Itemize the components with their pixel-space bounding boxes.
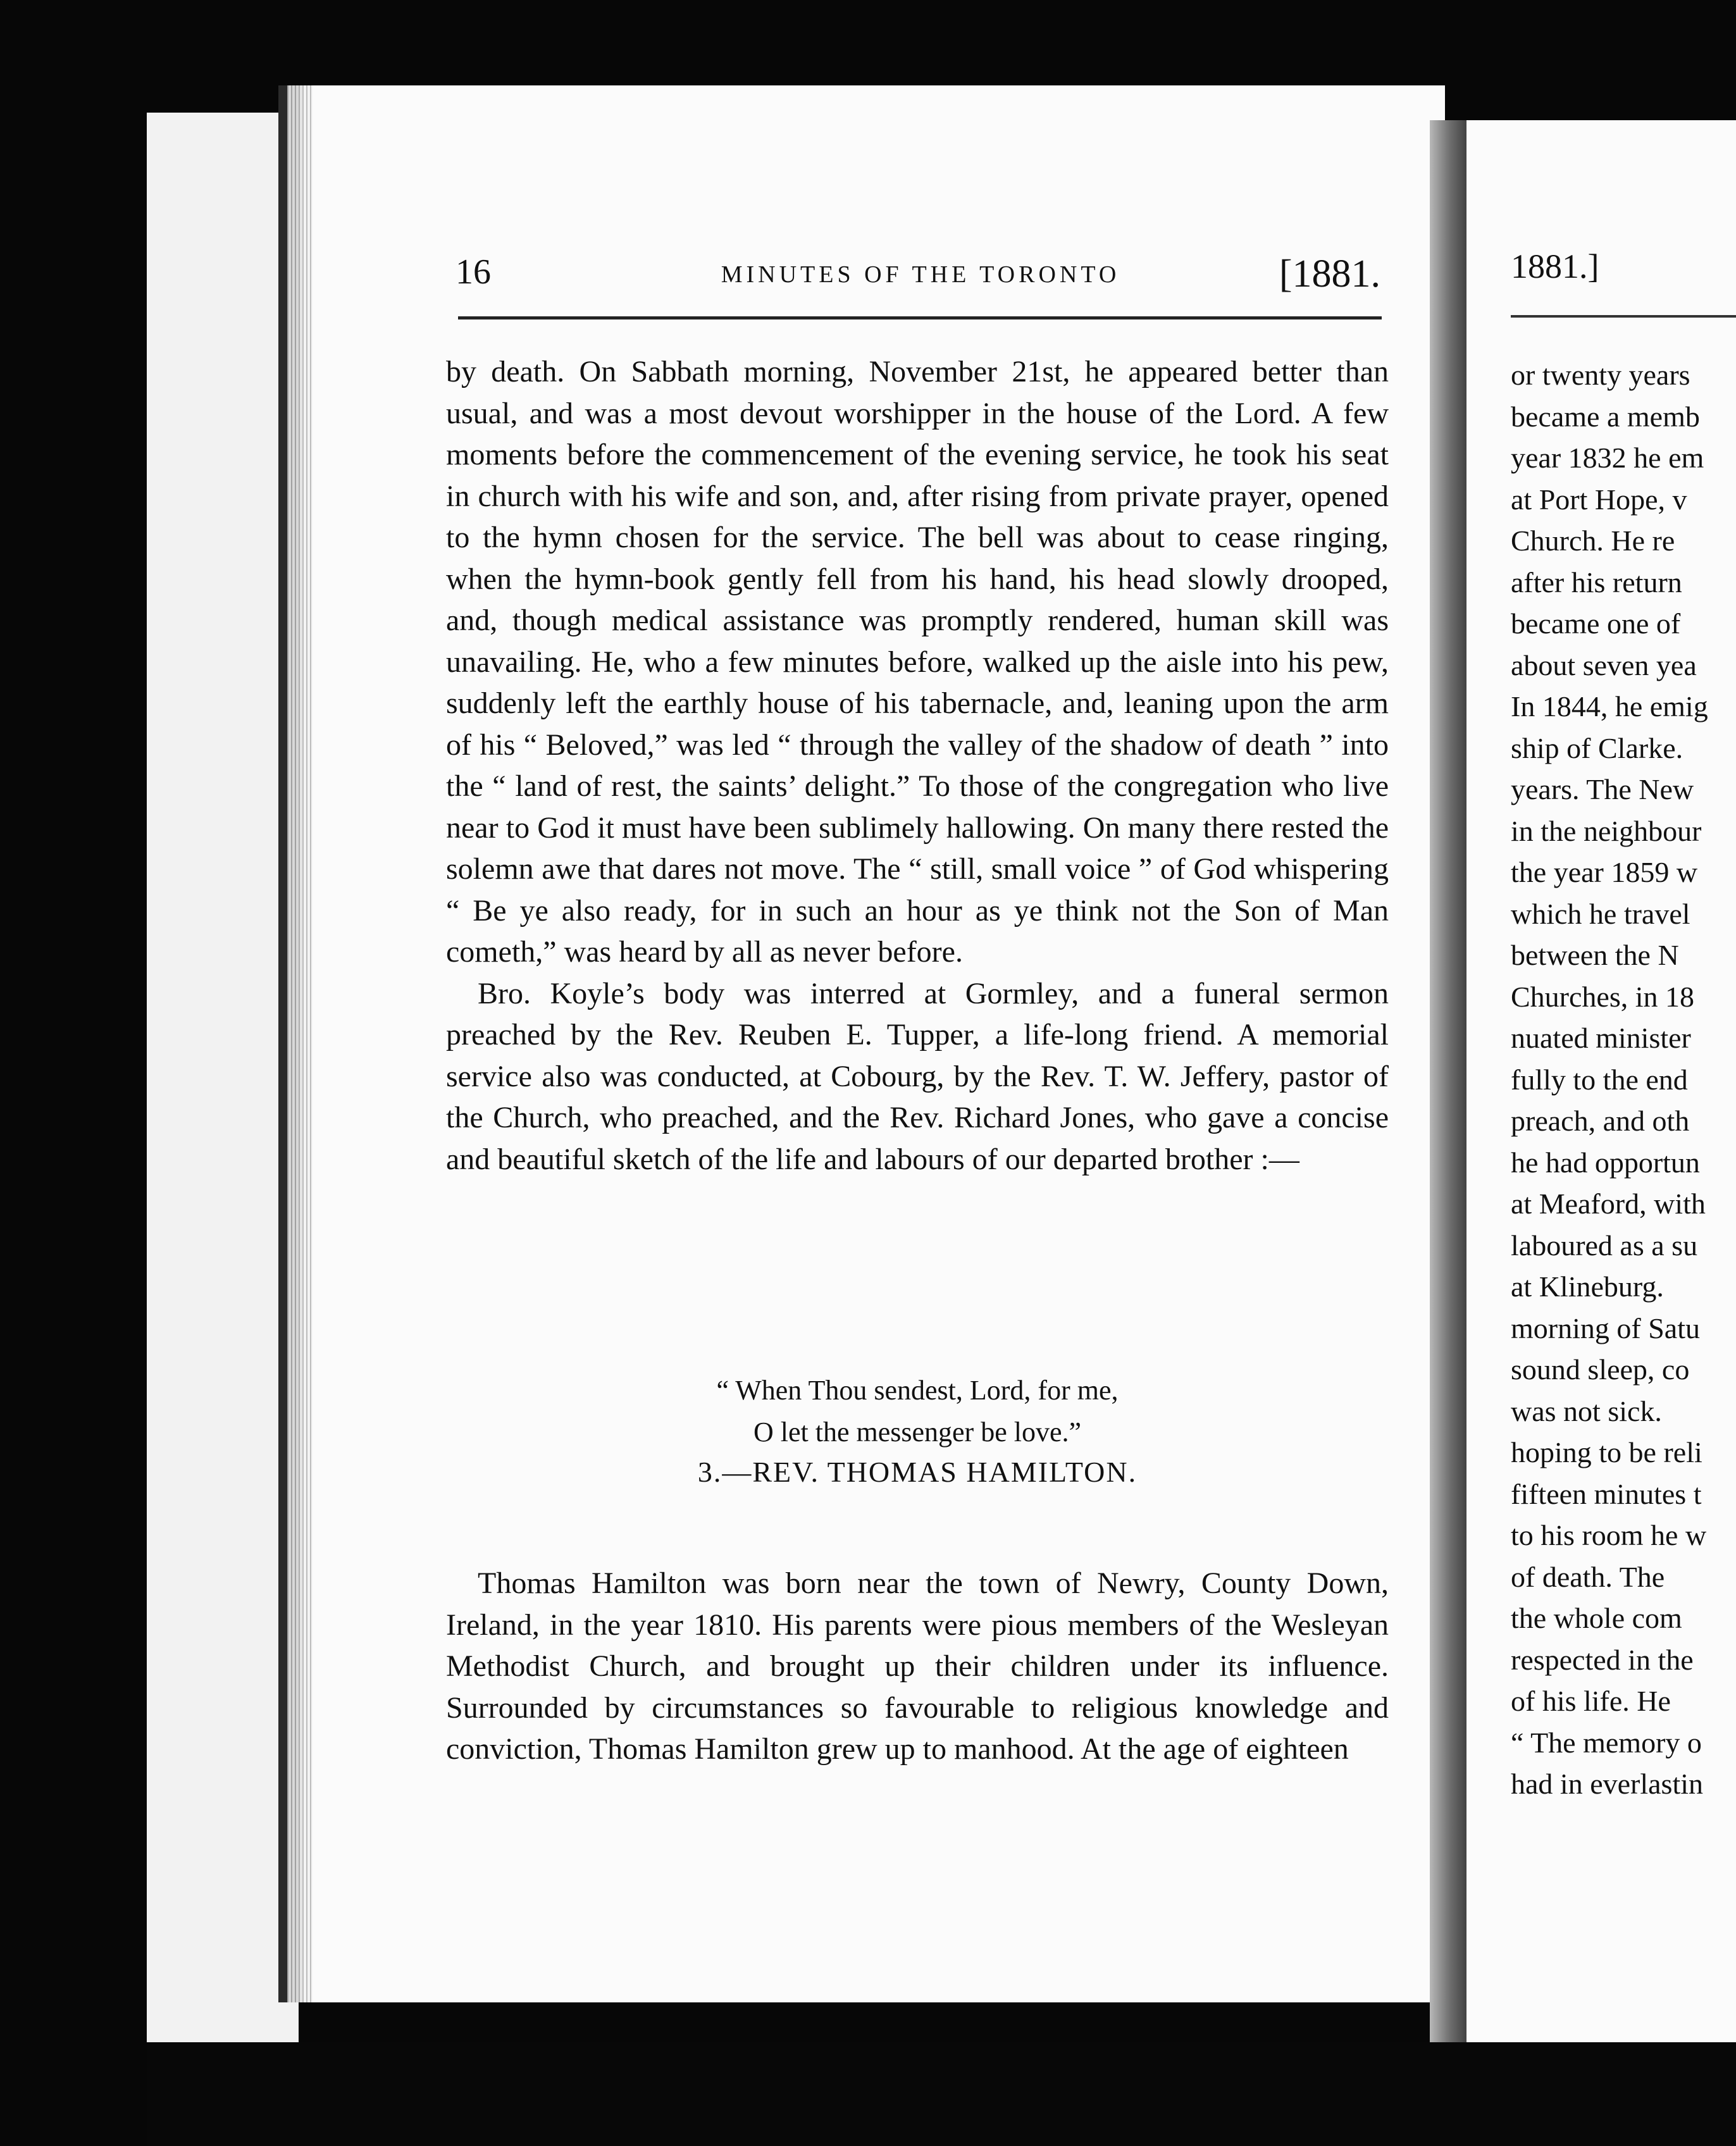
right-header-rule (1511, 315, 1736, 318)
right-page-line: after his return (1511, 566, 1682, 599)
page-stack-edge (287, 85, 313, 2002)
page-header (456, 252, 1386, 302)
header-year: [1881. (1279, 252, 1380, 295)
right-page-line: fully to the end (1511, 1063, 1688, 1096)
right-page-line: respected in the (1511, 1643, 1694, 1676)
right-page-line: became a memb (1511, 400, 1700, 433)
scan-bottom-edge (147, 2042, 1736, 2146)
right-page-line: the year 1859 w (1511, 856, 1698, 888)
right-page-line: the whole com (1511, 1602, 1682, 1634)
verse-quote (569, 1370, 1265, 1453)
right-page-line: at Port Hope, v (1511, 483, 1687, 516)
body-text-upper (446, 351, 1389, 1180)
right-page-text (1511, 354, 1736, 1805)
paragraph-funeral: Bro. Koyle’s body was interred at Gormley, and a funeral sermon preached by the Rev. Reuben E. Tupper, a life-long friend. A memorial service also was conducted, at Cobourg, by the Rev. T. W. Jeffery, pastor of the Church, who preached, and the Rev. Richard Jones, who gave a concise and beautiful sketch of the life and labours of our departed brother :— (446, 976, 1389, 1176)
right-page-line: about seven yea (1511, 648, 1697, 681)
right-page-line: in the neighbour (1511, 814, 1702, 847)
section-heading: 3.—REV. THOMAS HAMILTON. (697, 1456, 1138, 1488)
page-number: 16 (456, 252, 491, 292)
right-page-line: between the N (1511, 939, 1679, 971)
right-page-line: Churches, in 18 (1511, 980, 1695, 1013)
right-page-line: which he travel (1511, 897, 1690, 930)
right-page-line: of his life. He (1511, 1685, 1671, 1717)
running-title: MINUTES OF THE TORONTO (721, 261, 1120, 288)
right-page-line: of death. The (1511, 1560, 1665, 1593)
right-page-line: nuated minister (1511, 1022, 1691, 1054)
right-page-line: had in everlastin (1511, 1768, 1704, 1800)
right-page-line: preach, and oth (1511, 1105, 1690, 1137)
right-page-line: was not sick. (1511, 1394, 1662, 1427)
right-page-line: at Klineburg. (1511, 1270, 1664, 1303)
verse-line-1: “ When Thou sendest, Lord, for me, (716, 1375, 1119, 1406)
right-page-line: “ The memory o (1511, 1726, 1702, 1759)
right-page-line: or twenty years (1511, 359, 1690, 391)
paragraph-death-account: by death. On Sabbath morning, November 21st, he appeared better than usual, and was a most devout worshipper in the house of the Lord. A few moments before the commencement of the evening service, he took his seat in church with his wife and son, and, after rising from private prayer, opened to the hymn chosen for the service. The bell was about to cease ringing, when the hymn-book gently fell from his hand, his head slowly drooped, and, though medical assistance was promptly rendered, human skill was unavailing. He, who a few minutes before, walked up the aisle into his pew, suddenly left the earthly house of his tabernacle, and, leaning upon the arm of his “ Beloved,” was led “ through the valley of the shadow of death ” into the “ land of rest, the saints’ delight.” To those of the congregation who live near to God it must have been sublimely hallowing. On many there rested the solemn awe that dares not move. The “ still, small voice ” of God whispering “ Be ye also ready, for in such an hour as ye think not the Son of Man cometh,” was heard by all as never before. (446, 355, 1389, 969)
right-page (1466, 120, 1736, 2050)
page-edge-strip (147, 113, 299, 2042)
right-page-header: 1881.] (1511, 247, 1599, 285)
right-page-line: In 1844, he emig (1511, 690, 1708, 723)
right-page-line: hoping to be reli (1511, 1436, 1702, 1468)
right-page-line: morning of Satu (1511, 1312, 1700, 1344)
right-page-line: fifteen minutes t (1511, 1477, 1702, 1510)
header-rule (458, 316, 1382, 319)
right-page-line: year 1832 he em (1511, 442, 1704, 474)
right-page-line: at Meaford, with (1511, 1188, 1706, 1220)
right-page-line: laboured as a su (1511, 1229, 1698, 1262)
right-page-line: he had opportun (1511, 1146, 1700, 1179)
right-page-line: sound sleep, co (1511, 1353, 1690, 1386)
right-page-line: to his room he w (1511, 1519, 1707, 1551)
right-page-line: years. The New (1511, 773, 1694, 805)
right-page-line: ship of Clarke. (1511, 731, 1683, 764)
verse-line-2: O let the messenger be love.” (753, 1417, 1082, 1448)
right-page-line: became one of (1511, 607, 1681, 640)
paragraph-hamilton-bio: Thomas Hamilton was born near the town of Newry, County Down, Ireland, in the year 1810. His parents were pious members of the Wesleyan Methodist Church, and brought up their children under its influence. Surrounded by circumstances so favourable to religious knowledge and conviction, Thomas Hamilton grew up to manhood. At the age of eighteen (446, 1566, 1389, 1766)
right-page-line: Church. He re (1511, 524, 1675, 557)
